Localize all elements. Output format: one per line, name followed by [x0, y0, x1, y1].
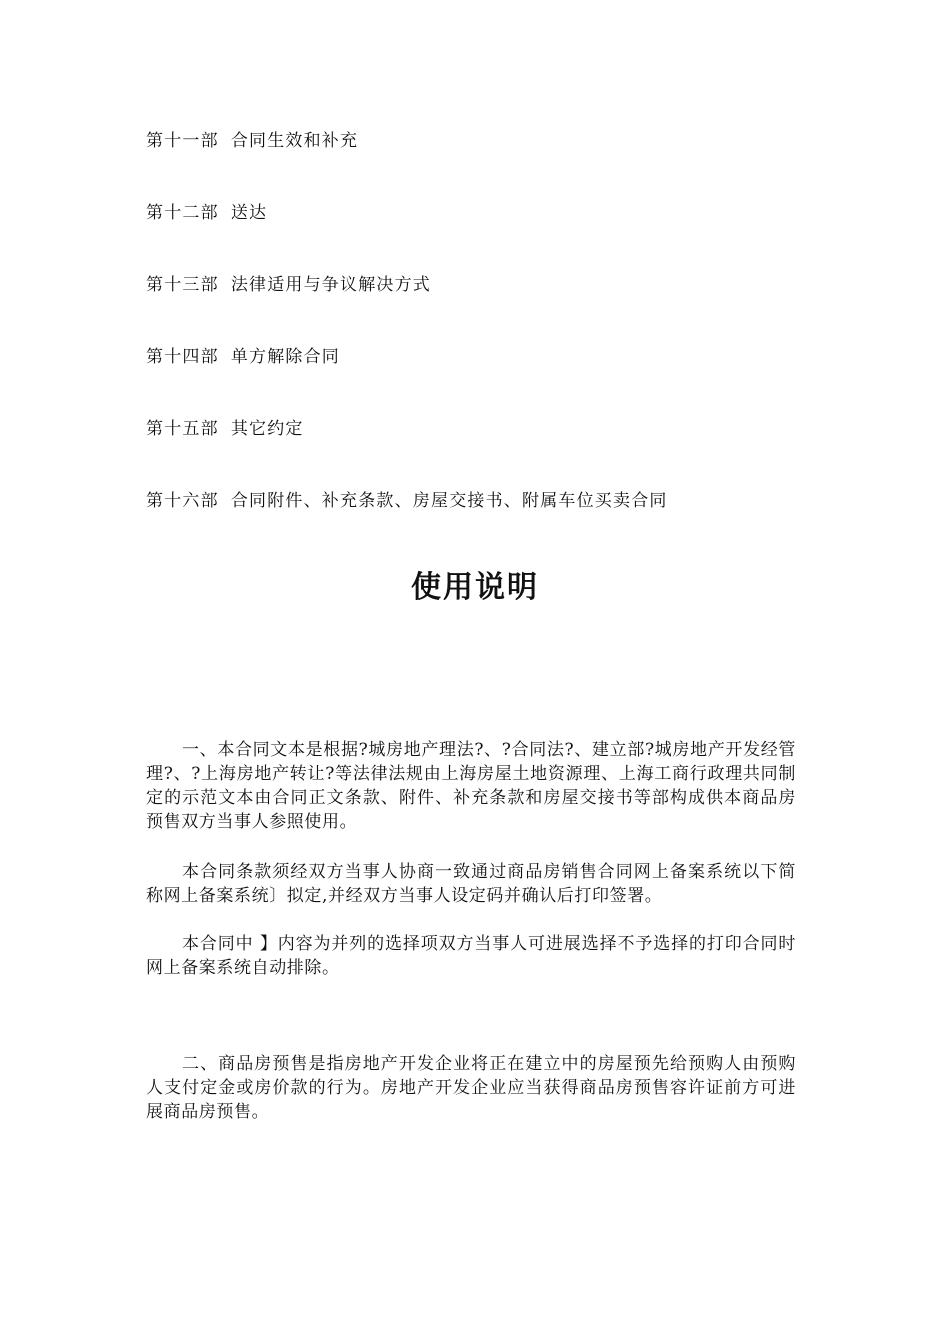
toc-item-title: 其它约定: [230, 419, 304, 439]
toc-item-15: [146, 414, 304, 439]
toc-item-title: 单方解除合同: [230, 347, 341, 367]
toc-item-11: [146, 126, 358, 151]
toc-item-title: 合同生效和补充: [230, 131, 359, 151]
toc-item-number: 第十三部: [146, 275, 219, 295]
toc-item-number: 第十四部: [146, 347, 219, 367]
paragraph-intro: 一、本合同文本是根据?城房地产理法?、?合同法?、建立部?城房地产开发经管理?、?上海房地产转让?等法律法规由上海房屋土地资源理、上海工商行政理共同制定的示范文本由合同正文条款、附件、补充条款和房屋交接书等部构成供本商品房预售双方当事人参照使用。: [146, 740, 796, 832]
section-heading: 使用说明: [411, 570, 539, 605]
toc-item-16: [146, 486, 668, 511]
toc-item-title: 送达: [230, 203, 268, 223]
toc-item-13: [146, 270, 431, 295]
toc-item-12: [146, 198, 267, 223]
paragraph-options: 本合同中 】内容为并列的选择项双方当事人可进展选择不予选择的打印合同时网上备案系统自动排除。: [146, 934, 796, 978]
toc-item-14: [146, 342, 340, 367]
paragraph-presale: 二、商品房预售是指房地产开发企业将正在建立中的房屋预先给预购人由预购人支付定金或房价款的行为。房地产开发企业应当获得商品房预售容许证前方可进展商品房预售。: [146, 1054, 796, 1122]
toc-item-number: 第十二部: [146, 203, 219, 223]
toc-item-number: 第十五部: [146, 419, 219, 439]
toc-item-number: 第十六部: [146, 491, 219, 511]
toc-item-title: 合同附件、补充条款、房屋交接书、附属车位买卖合同: [230, 491, 668, 511]
toc-item-number: 第十一部: [146, 131, 219, 151]
paragraph-online-filing: 本合同条款须经双方当事人协商一致通过商品房销售合同网上备案系统以下简称网上备案系统〕拟定,并经双方当事人设定码并确认后打印签署。: [146, 862, 796, 906]
toc-item-title: 法律适用与争议解决方式: [230, 275, 432, 295]
